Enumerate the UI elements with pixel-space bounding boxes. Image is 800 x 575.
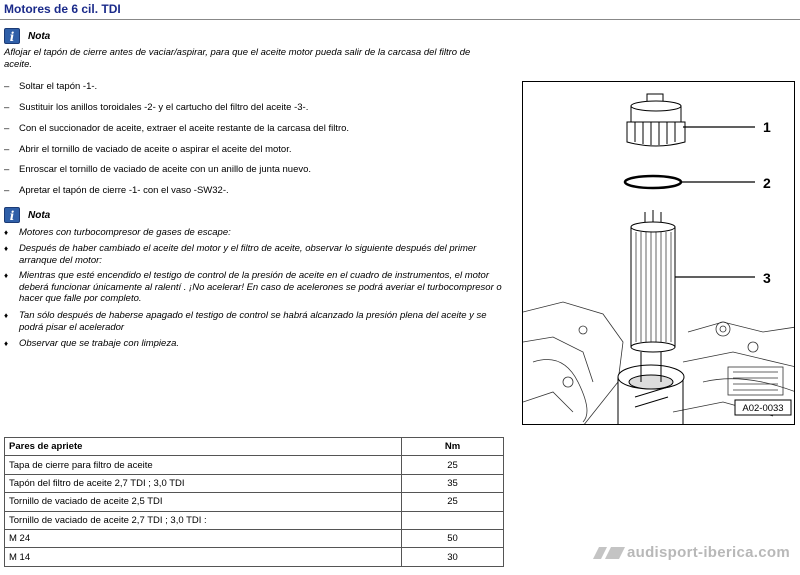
- figure-ref: A02-0033: [742, 403, 784, 414]
- table-row: [5, 493, 504, 511]
- callout-2: 2: [763, 175, 771, 191]
- step-item: [4, 81, 504, 93]
- oil-filter-diagram: [522, 81, 795, 425]
- step-text: Sustituir los anillos toroidales -2- y el cartucho del filtro del aceite -3-.: [19, 102, 309, 113]
- table-cell: 25: [402, 456, 504, 474]
- dash-marker: –: [4, 185, 10, 196]
- bullet-text: Tan sólo después de haberse apagado el testigo de control se habrá alcanzado la presión plena del aceite y se podrá pisar el acelerador: [19, 310, 487, 333]
- table-cell: Tornillo de vaciado de aceite 2,5 TDI: [5, 493, 402, 511]
- step-item: [4, 102, 504, 114]
- note-header: [4, 27, 50, 45]
- table-cell: M 24: [5, 529, 402, 547]
- table-cell: 50: [402, 529, 504, 547]
- step-text: Soltar el tapón -1-.: [19, 81, 98, 92]
- table-cell: Tornillo de vaciado de aceite 2,7 TDI ; 3,0 TDI :: [5, 511, 402, 529]
- step-text: Con el succionador de aceite, extraer el aceite restante de la carcasa del filtro.: [19, 123, 350, 134]
- step-item: [4, 123, 504, 135]
- note-text: Aflojar el tapón de cierre antes de vaciar/aspirar, para que el aceite motor pueda salir de la carcasa del filtro de aceite.: [4, 47, 471, 70]
- info-icon: i: [4, 207, 20, 223]
- table-header-row: [5, 438, 504, 456]
- dash-marker: –: [4, 144, 10, 155]
- table-row: [5, 456, 504, 474]
- exploded-view-drawing: [523, 82, 795, 425]
- page-title: Motores de 6 cil. TDI: [4, 2, 121, 16]
- callout-3: 3: [763, 270, 771, 286]
- diamond-bullet-icon: ♦: [4, 271, 9, 280]
- table-cell: 25: [402, 493, 504, 511]
- table-cell: M 14: [5, 548, 402, 566]
- table-row: [5, 548, 504, 566]
- diamond-bullet-icon: ♦: [4, 244, 9, 253]
- table-cell: Tapa de cierre para filtro de aceite: [5, 456, 402, 474]
- title-divider: [0, 19, 800, 20]
- table-header-cell: Nm: [402, 438, 504, 456]
- filter-housing: [618, 352, 684, 425]
- diamond-bullet-icon: ♦: [4, 311, 9, 320]
- info-icon: i: [4, 28, 20, 44]
- bullet-text: Observar que se trabaje con limpieza.: [19, 338, 179, 349]
- table-header-cell: Pares de apriete: [5, 438, 402, 456]
- filter-cartridge: [631, 210, 675, 352]
- bullet-item: [4, 270, 504, 305]
- step-text: Enroscar el tornillo de vaciado de aceite con un anillo de junta nuevo.: [19, 164, 312, 175]
- filter-cap: [627, 94, 685, 146]
- table-row: [5, 474, 504, 492]
- bullet-text: Después de haber cambiado el aceite del motor y el filtro de aceite, observar lo siguiente después del primer arranque del motor:: [19, 243, 477, 266]
- step-text: Apretar el tapón de cierre -1- con el vaso -SW32-.: [19, 185, 229, 196]
- watermark: [587, 544, 790, 561]
- bullet-text: Mientras que esté encendido el testigo de control de la presión de aceite en el cuadro de instrumentos, el motor deberá funcionar únicamente al ralentí . ¡No acelerar! En caso de acelerones se podrá averiar el turbocompresor o hacer que falle por completo.: [19, 270, 502, 304]
- callout-1: 1: [763, 119, 771, 135]
- bullet-item: [4, 310, 504, 333]
- bullet-item: [4, 243, 504, 266]
- diamond-bullet-icon: ♦: [4, 228, 9, 237]
- dash-marker: –: [4, 123, 10, 134]
- step-item: [4, 164, 504, 176]
- table-cell: [402, 511, 504, 529]
- watermark-text: audisport-iberica.com: [626, 544, 790, 561]
- dash-marker: –: [4, 102, 10, 113]
- bullet-text: Motores con turbocompresor de gases de escape:: [19, 227, 231, 238]
- brand-logo-icon: [587, 545, 627, 561]
- table-cell: 35: [402, 474, 504, 492]
- note-label: Nota: [28, 30, 51, 42]
- note-header: [4, 206, 50, 224]
- table-row: [5, 529, 504, 547]
- o-ring: [625, 176, 681, 188]
- step-item: [4, 144, 504, 156]
- dash-marker: –: [4, 81, 10, 92]
- bullet-item: [4, 227, 504, 239]
- table-cell: 30: [402, 548, 504, 566]
- note-label: Nota: [28, 209, 51, 221]
- table-row: [5, 511, 504, 529]
- callout-leaders: [675, 127, 755, 277]
- table-cell: Tapón del filtro de aceite 2,7 TDI ; 3,0 TDI: [5, 474, 402, 492]
- bullet-item: [4, 338, 504, 350]
- step-text: Abrir el tornillo de vaciado de aceite o aspirar el aceite del motor.: [19, 144, 292, 155]
- dash-marker: –: [4, 164, 10, 175]
- step-item: [4, 185, 504, 197]
- diamond-bullet-icon: ♦: [4, 339, 9, 348]
- torque-table: [4, 437, 504, 567]
